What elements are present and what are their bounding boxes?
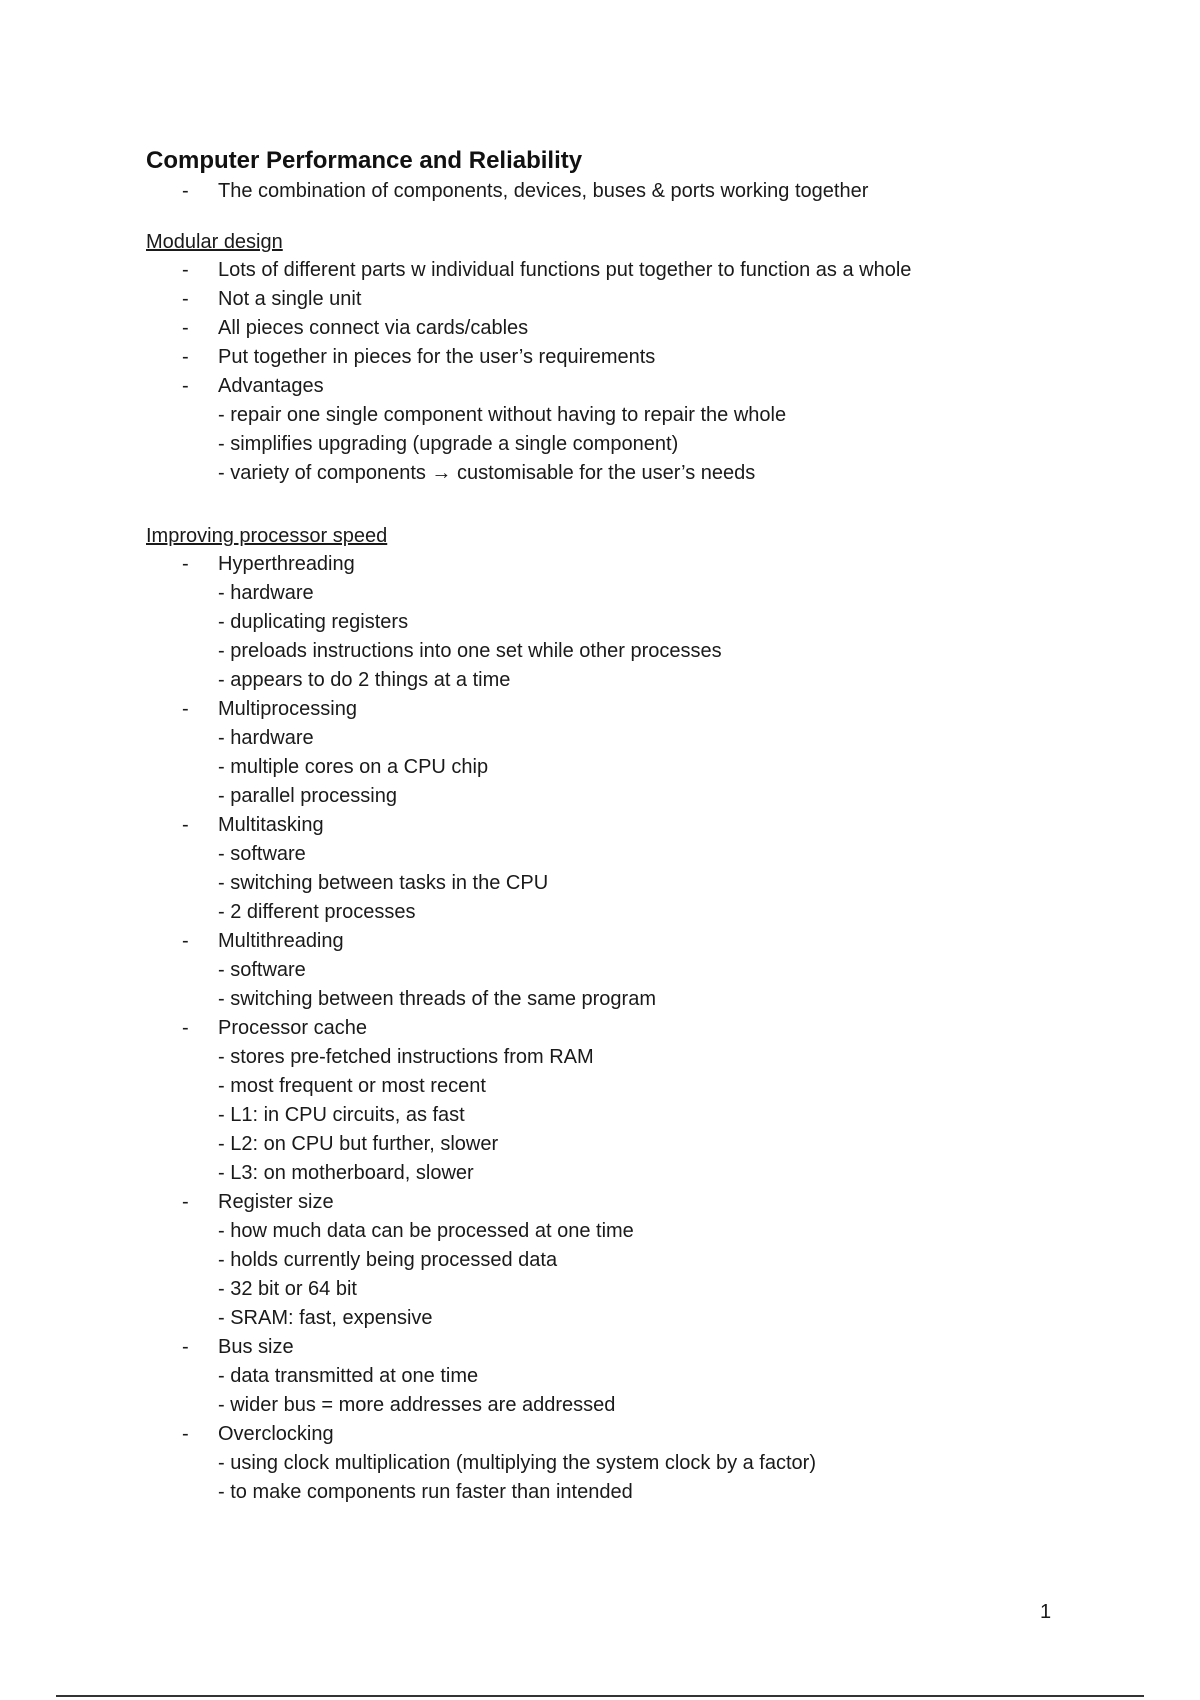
list-item xyxy=(146,811,1076,927)
sub-point: - switching between tasks in the CPU xyxy=(218,872,549,894)
bullet-dash: - xyxy=(182,698,189,720)
bullet-dash: - xyxy=(182,317,189,339)
sub-point: - stores pre-fetched instructions from RAM xyxy=(218,1046,594,1068)
document-body xyxy=(146,145,1076,1507)
bullet-dash: - xyxy=(182,553,189,575)
sub-point: - duplicating registers xyxy=(218,611,409,633)
list-item xyxy=(146,285,1076,314)
list-item xyxy=(146,1014,1076,1188)
sub-point: - data transmitted at one time xyxy=(218,1365,479,1387)
list-item xyxy=(146,256,1076,285)
bullet-dash: - xyxy=(182,259,189,281)
list-item-label: Overclocking xyxy=(218,1423,334,1445)
sections-container xyxy=(146,228,1076,1507)
bullet-dash: - xyxy=(182,1336,189,1358)
sub-point: - switching between threads of the same program xyxy=(218,988,656,1010)
list-item xyxy=(146,372,1076,488)
sub-point: - software xyxy=(218,959,306,981)
sub-point: - repair one single component without having to repair the whole xyxy=(218,404,787,426)
list-item-label: Multitasking xyxy=(218,814,324,836)
list-item xyxy=(146,927,1076,1014)
list-item-label: Put together in pieces for the user’s requirements xyxy=(218,346,656,368)
list-item-label: Register size xyxy=(218,1191,334,1213)
bullet-dash: - xyxy=(182,346,189,368)
intro-text: The combination of components, devices, buses & ports working together xyxy=(218,180,869,202)
list-item-label: Advantages xyxy=(218,375,324,397)
list-item-label: Bus size xyxy=(218,1336,294,1358)
sub-point: - parallel processing xyxy=(218,785,397,807)
list-item xyxy=(146,343,1076,372)
sub-point: - software xyxy=(218,843,306,865)
list-item xyxy=(146,1188,1076,1333)
sub-point: - variety of components → customisable for the user’s needs xyxy=(218,462,756,484)
list-item-label: Multiprocessing xyxy=(218,698,357,720)
bullet-dash: - xyxy=(182,180,189,202)
list-item-label: Not a single unit xyxy=(218,288,362,310)
page-number: 1 xyxy=(1040,1601,1052,1623)
bullet-dash: - xyxy=(182,814,189,836)
sub-point: - most frequent or most recent xyxy=(218,1075,486,1097)
list-item-label: Multithreading xyxy=(218,930,344,952)
list-item xyxy=(146,314,1076,343)
sub-point: - appears to do 2 things at a time xyxy=(218,669,511,691)
sub-point: - L3: on motherboard, slower xyxy=(218,1162,474,1184)
sub-point: - 2 different processes xyxy=(218,901,416,923)
list-item-label: Hyperthreading xyxy=(218,553,355,575)
list-item xyxy=(146,1333,1076,1420)
bullet-dash: - xyxy=(182,1017,189,1039)
sub-point: - 32 bit or 64 bit xyxy=(218,1278,357,1300)
sub-point: - wider bus = more addresses are addressed xyxy=(218,1394,616,1416)
bullet-dash: - xyxy=(182,1191,189,1213)
bullet-dash: - xyxy=(182,930,189,952)
footer-divider xyxy=(56,1695,1144,1697)
sub-point: - how much data can be processed at one time xyxy=(218,1220,634,1242)
sub-point: - L2: on CPU but further, slower xyxy=(218,1133,499,1155)
sub-point: - simplifies upgrading (upgrade a single component) xyxy=(218,433,679,455)
section-heading: Modular design xyxy=(146,231,283,253)
sub-point: - preloads instructions into one set while other processes xyxy=(218,640,722,662)
list-item xyxy=(146,695,1076,811)
sub-point: - to make components run faster than intended xyxy=(218,1481,633,1503)
sub-point: - using clock multiplication (multiplying the system clock by a factor) xyxy=(218,1452,816,1474)
list-item xyxy=(146,1420,1076,1507)
sub-point: - hardware xyxy=(218,582,314,604)
bullet-dash: - xyxy=(182,1423,189,1445)
sub-point: - multiple cores on a CPU chip xyxy=(218,756,489,778)
document-title: Computer Performance and Reliability xyxy=(146,147,583,174)
section xyxy=(146,228,1076,488)
list-item xyxy=(146,550,1076,695)
sub-point: - SRAM: fast, expensive xyxy=(218,1307,433,1329)
list-item-label: Processor cache xyxy=(218,1017,367,1039)
sub-point: - hardware xyxy=(218,727,314,749)
section-heading: Improving processor speed xyxy=(146,525,388,547)
list-item-label: All pieces connect via cards/cables xyxy=(218,317,529,339)
intro-list xyxy=(146,177,1076,206)
section xyxy=(146,522,1076,1507)
list-item-label: Lots of different parts w individual functions put together to function as a whole xyxy=(218,259,912,281)
bullet-dash: - xyxy=(182,288,189,310)
bullet-list xyxy=(146,256,1076,488)
sub-point: - L1: in CPU circuits, as fast xyxy=(218,1104,465,1126)
bullet-dash: - xyxy=(182,375,189,397)
sub-point: - holds currently being processed data xyxy=(218,1249,558,1271)
intro-item xyxy=(146,177,1076,206)
bullet-list xyxy=(146,550,1076,1507)
